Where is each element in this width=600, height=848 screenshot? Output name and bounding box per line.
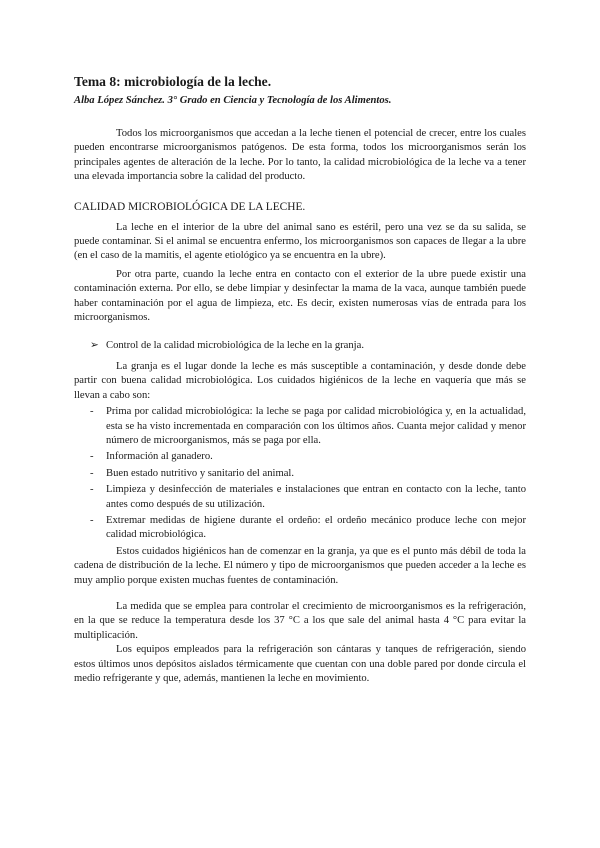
list-item: - Buen estado nutritivo y sanitario del animal.	[90, 467, 294, 479]
arrow-bullet-icon: ➢	[90, 340, 99, 352]
list-item: - Limpieza y desinfección de materiales e instalaciones que entran en contacto con la leche, tanto antes como después de su utilización.	[90, 484, 526, 510]
list-item: - Prima por calidad microbiológica: la leche se paga por calidad microbiológica y, en la actualidad, esta se ha visto incrementada en comparación con los últimos años. Cuanta mejor calidad y menor número de microorganismos, más se paga por ella.	[90, 406, 526, 446]
paragraph-2: Por otra parte, cuando la leche entra en contacto con el exterior de la ubre puede existir una contaminación externa. Por ello, se debe limpiar y desinfectar la mama de la vaca, aunque también puede haber contaminación por el agua de limpieza, etc. Es decir, existen numerosas vías de entrada para los microorganismos.	[74, 268, 526, 324]
paragraph-6: Los equipos empleados para la refrigeración son cántaras y tanques de refrigeración, siendo estos últimos unos depósitos aislados térmicamente que cuentan con una doble pared por donde circula el medio refrigerante y que, además, mantienen la leche en movimiento.	[74, 644, 526, 684]
intro-paragraph: Todos los microorganismos que accedan a la leche tienen el potencial de crecer, entre los cuales pueden encontrarse microorganismos patógenos. De esta forma, todos los microorganismos serán los principales agentes de alteración de la leche. Por lo tanto, la calidad microbiológica de la leche va a tener una elevada importancia sobre la calidad del producto.	[74, 128, 526, 183]
list-item: - Información al ganadero.	[90, 451, 213, 463]
paragraph-4: Estos cuidados higiénicos han de comenzar en la granja, ya que es el punto más débil de toda la cadena de distribución de la leche. El número y tipo de microorganismos que pueden acceder a la leche es muy amplio porque existen muchas fuentes de contaminación.	[74, 545, 526, 586]
paragraph-5: La medida que se emplea para controlar el crecimiento de microorganismos es la refrigeración, en la que se reduce la temperatura desde los 37 °C a los que sale del animal hasta 4 °C para evitar la multiplicación.	[74, 600, 526, 641]
author-subtitle: Alba López Sánchez. 3° Grado en Ciencia y Tecnología de los Alimentos.	[74, 95, 392, 106]
section-heading: CALIDAD MICROBIOLÓGICA DE LA LECHE.	[74, 200, 306, 213]
arrow-item-text: Control de la calidad microbiológica de la leche en la granja.	[106, 340, 364, 352]
paragraph-3: La granja es el lugar donde la leche es más susceptible a contaminación, y desde donde debe partir con buena calidad microbiológica. Los cuidados higiénicos de la leche en vaquería que más se llevan a cabo son:	[74, 360, 526, 401]
arrow-list-item	[90, 339, 526, 353]
list-item: - Extremar medidas de higiene durante el ordeño: el ordeño mecánico produce leche con mejor calidad microbiológica.	[90, 514, 526, 541]
paragraph-1: La leche en el interior de la ubre del animal sano es estéril, pero una vez se da su salida, se puede contaminar. Si el animal se encuentra enfermo, los microorganismos son capaces de llegar a la ubre (en el caso de la mamitis, el agente etiológico ya se encuentra en la ubre).	[74, 221, 526, 262]
hygiene-list	[74, 405, 526, 543]
page-title: Tema 8: microbiología de la leche.	[74, 74, 272, 89]
